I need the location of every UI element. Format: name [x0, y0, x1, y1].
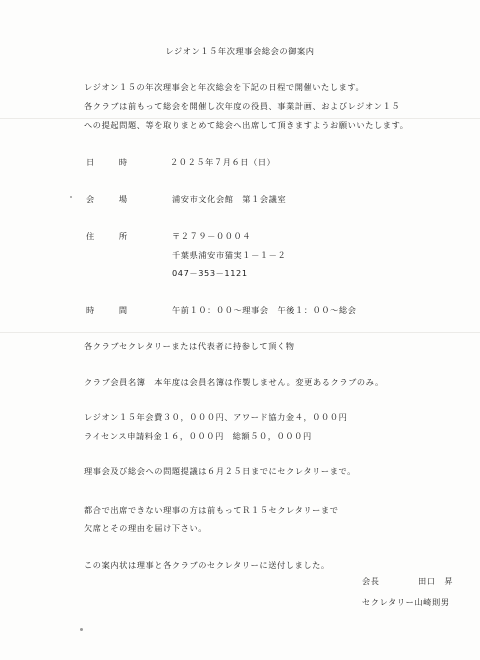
scan-speck	[80, 628, 83, 631]
intro-line: レジオン１５の年次理事会と年次総会を下記の日程で開催いたします。	[84, 82, 365, 92]
address-postal: 〒２７９－０００４	[172, 231, 252, 241]
venue-value: 浦安市文化会館 第１会議室	[172, 194, 287, 204]
absence-note: 都合で出席できない理事の方は前もってＲ１５セクレタリーまで	[84, 505, 339, 515]
chair-role: 会長	[362, 576, 380, 586]
intro-line: 各クラブは前もって総会を開催し次年度の役員、事業計画、およびレジオン１５	[84, 101, 401, 111]
time-value: 午前１０：００～理事会 午後１：００～総会	[172, 305, 357, 315]
bring-items-note: 各クラブセクレタリーまたは代表者に持参して頂く物	[84, 341, 295, 351]
venue-label: 会 場	[86, 194, 128, 204]
roster-note: クラブ会員名簿 本年度は会員名簿は作製しません。変更あるクラブのみ。	[84, 377, 384, 387]
date-label: 日 時	[86, 157, 128, 167]
time-label: 時 間	[86, 305, 128, 315]
document-title: レジオン１５年次理事会総会の御案内	[165, 46, 315, 56]
fee-line: ライセンス申請料金１６，０００円 総額５０，０００円	[84, 431, 312, 441]
secretary-signature: セクレタリー山崎則男	[362, 597, 450, 607]
date-value: ２０２５年７月６日（日）	[170, 157, 276, 167]
absence-note: 欠席とその理由を届け下さい。	[84, 523, 208, 533]
intro-line: への提起問題、等を取りまとめて総会へ出席して頂きますようお願いいたします。	[84, 120, 409, 130]
chair-name: 田口 昇	[418, 576, 454, 586]
proposal-deadline-note: 理事会及び総会への問題提議は６月２５日までにセクレタリーまで。	[84, 466, 356, 476]
address-street: 千葉県浦安市猫実１－１－２	[172, 250, 287, 260]
paper-fold	[0, 118, 480, 119]
paper-fold	[0, 332, 480, 333]
scan-speck	[70, 196, 72, 198]
address-phone: 047－353－1121	[172, 268, 248, 278]
distribution-note: この案内状は理事と各クラブのセクレタリーに送付しました。	[84, 560, 330, 570]
fee-line: レジオン１５年会費３０，０００円、アワード協力金４，０００円	[84, 412, 348, 422]
address-label: 住 所	[86, 231, 128, 241]
